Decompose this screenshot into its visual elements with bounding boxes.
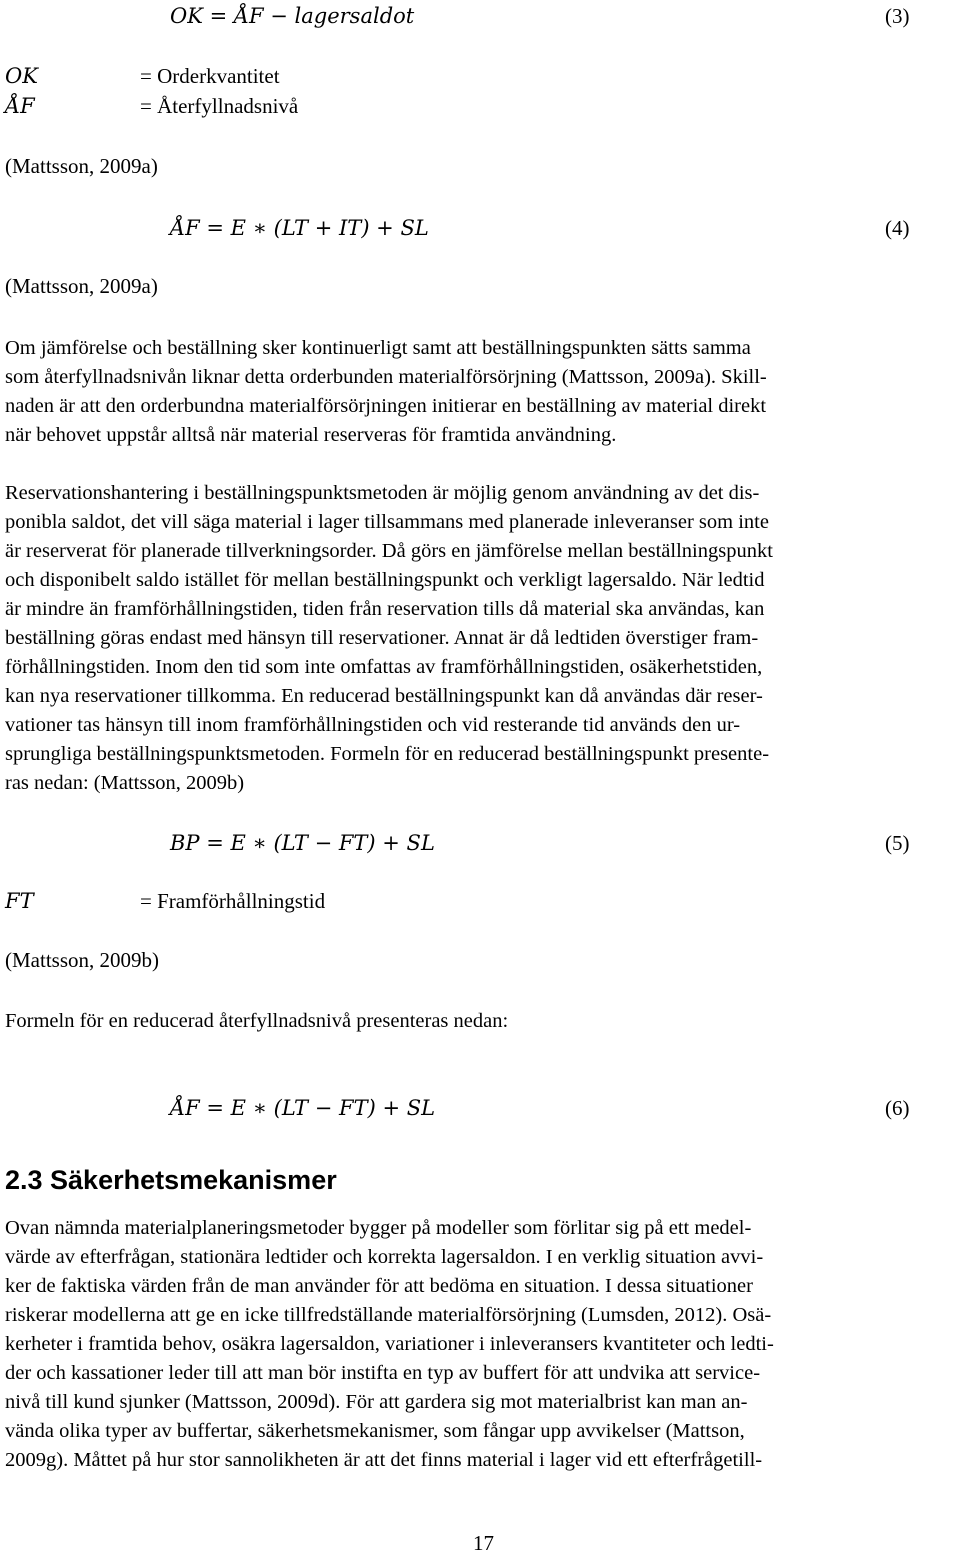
equation-4-number: (4)	[885, 216, 910, 240]
text-line: Om jämförelse och beställning sker kontinuerligt samt att beställningspunkten sätts samma	[5, 337, 751, 359]
text-line: ras nedan: (Mattsson, 2009b)	[5, 772, 245, 794]
text-line: och disponibelt saldo istället för mellan beställningspunkt och verkligt lagersaldo. När ledtid	[5, 569, 765, 591]
text-line: naden är att den orderbundna materialförsörjningen initierar en beställning av material direkt	[5, 395, 767, 417]
text-line: Reservationshantering i beställningspunktsmetoden är möjlig genom användning av det dis-	[5, 482, 760, 504]
text-line: ponibla saldot, det vill säga material i lager tillsammans med planerade inleveranser som inte	[5, 511, 769, 533]
section-heading: 2.3 Säkerhetsmekanismer	[5, 1165, 337, 1195]
equation-6: ÅF = E ∗ (LT − FT) + SL	[170, 1096, 436, 1120]
text-line: Ovan nämnda materialplaneringsmetoder bygger på modeller som förlitar sig på ett medel-	[5, 1217, 752, 1239]
citation: (Mattsson, 2009a)	[5, 274, 158, 298]
text-line: nivå till kund sjunker (Mattsson, 2009d). För att gardera sig mot materialbrist kan man an-	[5, 1391, 748, 1413]
definition-meaning: = Återfyllnadsnivå	[140, 94, 299, 118]
definition-symbol: ÅF	[5, 94, 35, 118]
text-line: är mindre än framförhållningstiden, tiden från reservation tills då material ska användas, kan	[5, 598, 765, 620]
text-line: vationer tas hänsyn till inom framförhållningstiden och vid resterande tid används den ur-	[5, 714, 741, 736]
text-line: förhållningstiden. Inom den tid som inte omfattas av framförhållningstiden, osäkerhetstiden,	[5, 656, 763, 678]
text-line: ker de faktiska värden från de man använder för att bedöma en situation. I dessa situationer	[5, 1275, 753, 1297]
page-number: 17	[473, 1531, 494, 1555]
definition-meaning: = Framförhållningstid	[140, 889, 326, 913]
text-line: sprungliga beställningspunktsmetoden. Formeln för en reducerad beställningspunkt presente-	[5, 743, 770, 765]
text-line: vända olika typer av buffertar, säkerhetsmekanismer, som fångar upp avvikelser (Mattson,	[5, 1420, 745, 1442]
text-line: är reserverat för planerade tillverkningsorder. Då görs en jämförelse mellan beställningspunkt	[5, 540, 773, 562]
text-line: riskerar modellerna att ge en icke tillfredställande materialförsörjning (Lumsden, 2012). Osä-	[5, 1304, 772, 1326]
text-line: 2009g). Måttet på hur stor sannolikheten är att det finns material i lager vid ett efterfrågetill-	[5, 1449, 763, 1471]
equation-4: ÅF = E ∗ (LT + IT) + SL	[170, 216, 429, 240]
text-line: beställning göras endast med hänsyn till reservationer. Annat är då ledtiden överstiger fram-	[5, 627, 759, 649]
equation-5: BP = E ∗ (LT − FT) + SL	[170, 831, 435, 855]
equation-6-number: (6)	[885, 1096, 910, 1120]
definition-symbol: OK	[5, 64, 38, 88]
citation: (Mattsson, 2009b)	[5, 948, 159, 972]
citation: (Mattsson, 2009a)	[5, 154, 158, 178]
equation-5-number: (5)	[885, 831, 910, 855]
equation-3: OK = ÅF − lagersaldot	[170, 4, 415, 28]
definition-meaning: = Orderkvantitet	[140, 64, 280, 88]
text-line: värde av efterfrågan, stationära ledtider och korrekta lagersaldon. I en verklig situation avvi-	[5, 1246, 764, 1268]
text-line: kerheter i framtida behov, osäkra lagersaldon, variationer i inleveransers kvantiteter och ledti-	[5, 1333, 774, 1355]
definition-symbol: FT	[5, 889, 34, 913]
text-line: när behovet uppstår alltså när material reserveras för framtida användning.	[5, 424, 617, 446]
text-line: kan nya reservationer tillkomma. En reducerad beställningspunkt kan då användas där reser-	[5, 685, 763, 707]
text-line: som återfyllnadsnivån liknar detta orderbunden materialförsörjning (Mattsson, 2009a). Skill-	[5, 366, 767, 388]
text-line: der och kassationer leder till att man bör instifta en typ av buffert för att undvika att service-	[5, 1362, 761, 1384]
formula-intro: Formeln för en reducerad återfyllnadsnivå presenteras nedan:	[5, 1010, 509, 1032]
equation-3-number: (3)	[885, 4, 910, 28]
